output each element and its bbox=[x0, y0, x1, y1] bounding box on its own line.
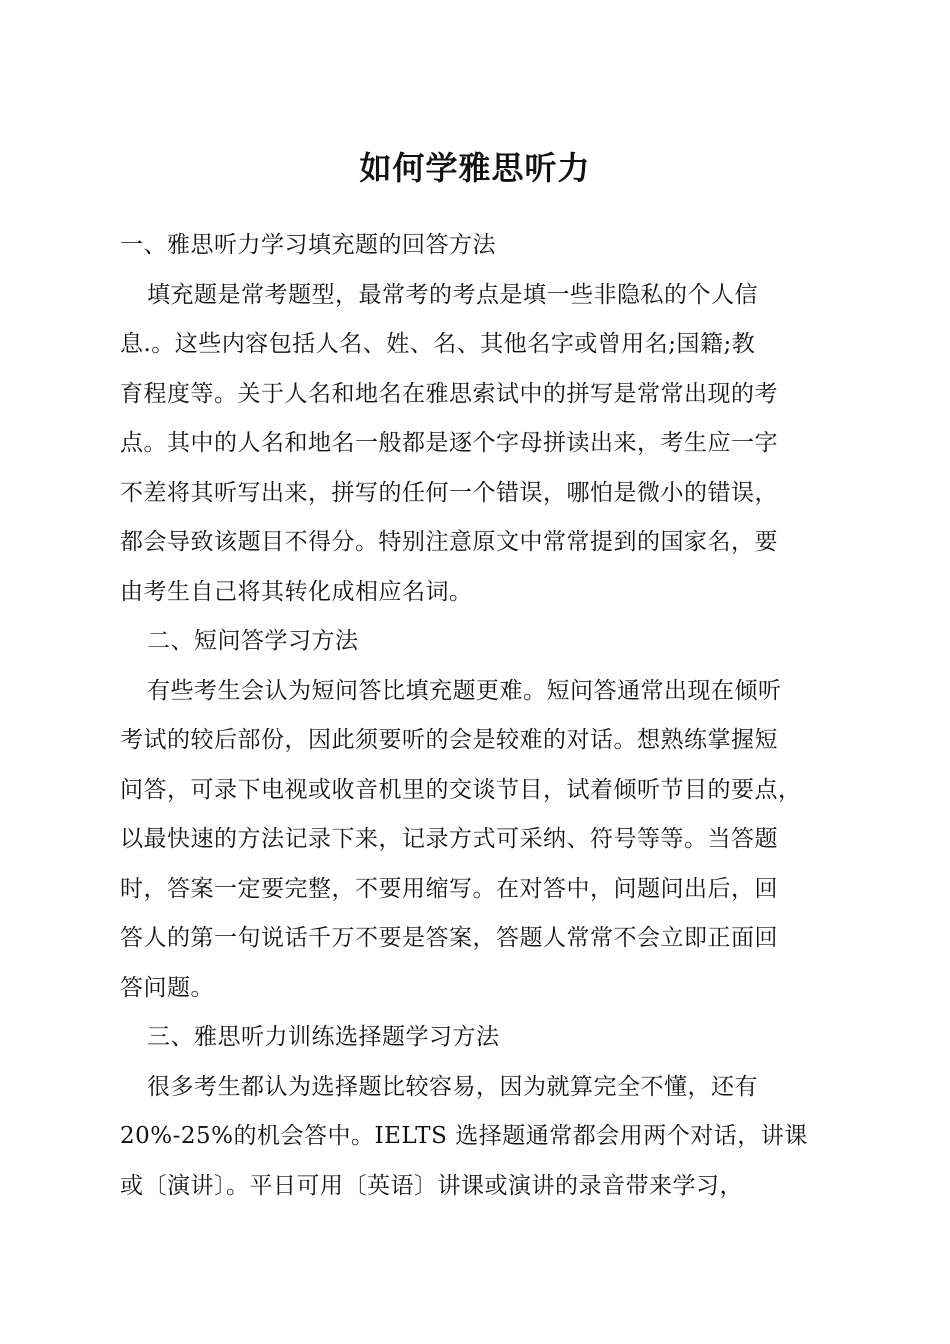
paragraph-line: 或〔演讲〕。平日可用〔英语〕讲课或演讲的录音带来学习， bbox=[120, 1172, 743, 1199]
paragraph-line: 点。其中的人名和地名一般都是逐个字母拼读出来，考生应一字 bbox=[120, 430, 778, 456]
document-title: 如何学雅思听力 bbox=[359, 149, 591, 187]
paragraph-line: 有些考生会认为短问答比填充题更难。短问答通常出现在倾听 bbox=[147, 677, 782, 704]
paragraph-line: 很多考生都认为选择题比较容易，因为就算完全不懂，还有 bbox=[147, 1073, 758, 1100]
paragraph-line: 答问题。 bbox=[120, 974, 214, 1001]
paragraph-line: 时，答案一定要完整，不要用缩写。在对答中，问题问出后，回 bbox=[120, 875, 778, 902]
section-heading-1: 一、雅思听力学习填充题的回答方法 bbox=[120, 232, 496, 258]
paragraph-line: 20%-25%的机会答中。IELTS 选择题通常都会用两个对话，讲课 bbox=[120, 1123, 808, 1149]
section-heading-2: 二、短问答学习方法 bbox=[147, 628, 359, 654]
paragraph-line: 育程度等。关于人名和地名在雅思索试中的拼写是常常出现的考 bbox=[120, 380, 778, 407]
paragraph-line: 考试的较后部份，因此须要听的会是较难的对话。想熟练掌握短 bbox=[120, 727, 778, 753]
paragraph-line: 不差将其听写出来，拼写的任何一个错误，哪怕是微小的错误， bbox=[120, 479, 778, 506]
paragraph-line: 问答，可录下电视或收音机里的交谈节目，试着倾听节目的要点， bbox=[120, 776, 802, 803]
paragraph-line: 以最快速的方法记录下来，记录方式可采纳、符号等等。当答题 bbox=[120, 826, 778, 852]
paragraph-line: 填充题是常考题型，最常考的考点是填一些非隐私的个人信 bbox=[147, 281, 758, 308]
paragraph-line: 息.。这些内容包括人名、姓、名、其他名字或曾用名;国籍;教 bbox=[120, 331, 756, 357]
document-body bbox=[120, 221, 835, 1211]
paragraph-line: 都会导致该题目不得分。特别注意原文中常常提到的国家名，要 bbox=[120, 529, 778, 555]
section-heading-3: 三、雅思听力训练选择题学习方法 bbox=[147, 1024, 500, 1050]
paragraph-line: 答人的第一句说话千万不要是答案，答题人常常不会立即正面回 bbox=[120, 925, 778, 951]
paragraph-line: 由考生自己将其转化成相应名词。 bbox=[120, 578, 473, 605]
